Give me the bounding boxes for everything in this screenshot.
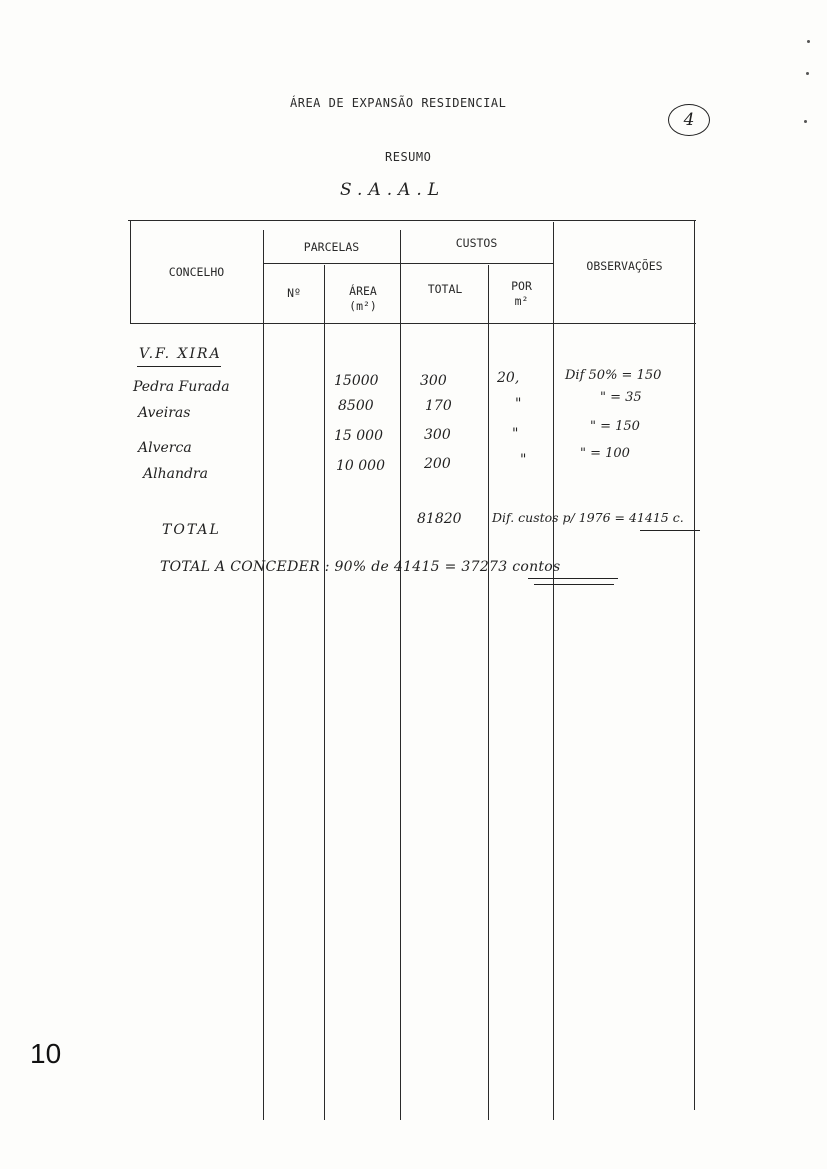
scan-speck bbox=[806, 72, 809, 75]
total-label: TOTAL bbox=[162, 522, 221, 538]
conceder-line: TOTAL A CONCEDER : 90% de 41415 = 37273 contos bbox=[160, 559, 561, 575]
conceder-underline-2 bbox=[534, 584, 614, 585]
col-divider-total bbox=[488, 265, 489, 1120]
header-custos: CUSTOS bbox=[455, 236, 498, 250]
row-area-4: 10 000 bbox=[336, 458, 385, 474]
row-name-1: Pedra Furada bbox=[133, 379, 230, 395]
row-area-3: 15 000 bbox=[334, 428, 383, 444]
row-por-1: 20, bbox=[497, 370, 520, 386]
page-badge bbox=[668, 104, 710, 136]
row-obs-4: " = 100 bbox=[580, 446, 630, 461]
header-area bbox=[326, 284, 400, 314]
col-divider-area bbox=[400, 230, 401, 1120]
row-obs-1: Dif 50% = 150 bbox=[565, 368, 662, 383]
table-top-border bbox=[128, 220, 696, 221]
row-name-2: Aveiras bbox=[138, 405, 191, 421]
header-observacoes: OBSERVAÇÕES bbox=[586, 259, 663, 273]
document-title: ÁREA DE EXPANSÃO RESIDENCIAL bbox=[290, 96, 507, 110]
row-total-1: 300 bbox=[420, 373, 447, 389]
col-divider-n bbox=[324, 265, 325, 1120]
header-por-unit: m² bbox=[514, 294, 529, 308]
row-name-3: Alverca bbox=[138, 440, 192, 456]
header-por bbox=[490, 279, 553, 309]
header-bottom-border bbox=[130, 323, 696, 324]
total-note: Dif. custos p/ 1976 = 41415 c. bbox=[492, 510, 684, 525]
page-badge-number: 4 bbox=[683, 110, 695, 130]
page-number: 10 bbox=[30, 1038, 62, 1069]
row-total-4: 200 bbox=[424, 456, 451, 472]
header-parcelas: PARCELAS bbox=[303, 240, 360, 254]
group-underline bbox=[137, 366, 221, 367]
row-area-2: 8500 bbox=[338, 398, 374, 414]
total-note-underline bbox=[640, 530, 700, 531]
total-value: 81820 bbox=[417, 511, 462, 527]
scan-speck bbox=[804, 120, 807, 123]
row-total-3: 300 bbox=[424, 427, 451, 443]
subheader-divider bbox=[263, 263, 553, 264]
header-por-label: POR bbox=[511, 279, 532, 293]
conceder-underline-1 bbox=[528, 578, 618, 579]
row-area-1: 15000 bbox=[334, 373, 379, 389]
table-right-border bbox=[694, 220, 695, 1110]
header-total: TOTAL bbox=[427, 282, 463, 296]
col-divider-concelho bbox=[263, 230, 264, 1120]
program-label: S.A.A.L bbox=[340, 180, 446, 200]
row-obs-3: " = 150 bbox=[590, 419, 640, 434]
row-obs-2: " = 35 bbox=[600, 390, 642, 405]
row-por-4: " bbox=[520, 452, 527, 468]
header-n: Nº bbox=[287, 286, 301, 300]
row-name-4: Alhandra bbox=[143, 466, 208, 482]
header-area-unit: (m²) bbox=[349, 299, 377, 313]
header-area-label: ÁREA bbox=[349, 284, 377, 298]
document-subtitle: RESUMO bbox=[385, 150, 432, 164]
scan-speck bbox=[807, 40, 810, 43]
header-concelho: CONCELHO bbox=[168, 265, 225, 279]
row-por-2: " bbox=[515, 396, 522, 412]
group-label: V.F. XIRA bbox=[139, 346, 222, 362]
row-por-3: " bbox=[512, 426, 519, 442]
col-divider-por bbox=[553, 222, 554, 1120]
row-total-2: 170 bbox=[425, 398, 452, 414]
